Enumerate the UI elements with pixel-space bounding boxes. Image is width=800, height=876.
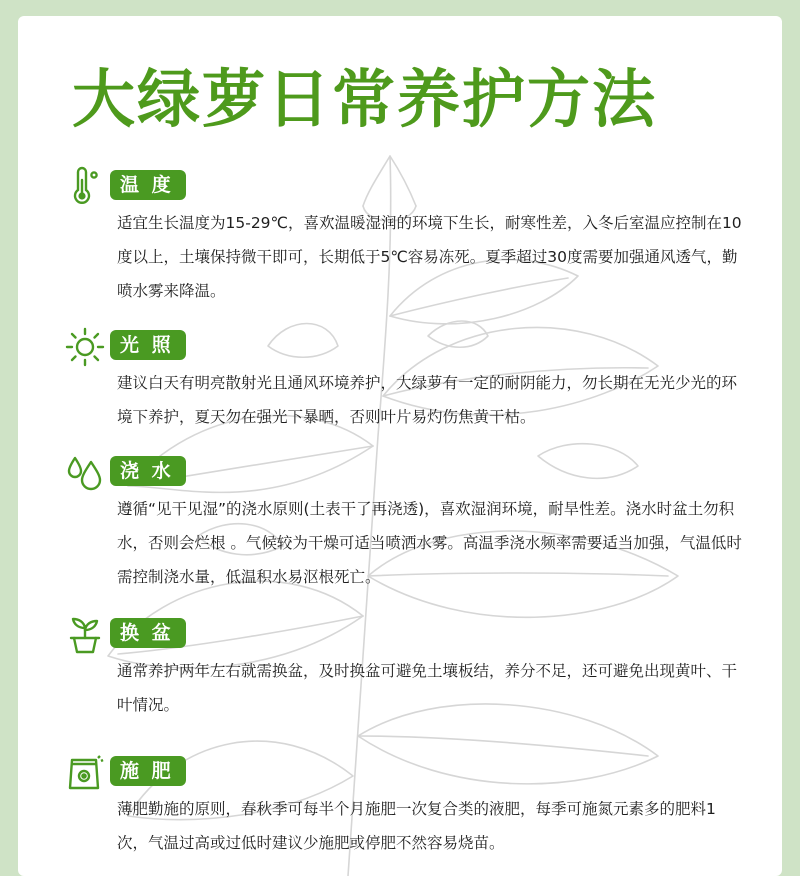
section-tag-light: 光 照 [110,330,186,360]
section-text-watering: 遵循“见干见湿”的浇水原则(土表干了再浇透)，喜欢湿润环境，耐旱性差。浇水时盆土勿积水，否则会烂根 。气候较为干燥可适当喷洒水雾。高温季浇水频率需要适当加强，气温低时需控制浇水量，低温积水易沤根死亡。 [117,500,742,586]
potted-plant-icon [64,614,106,656]
sun-icon [64,326,106,368]
section-tag-watering: 浇 水 [110,456,186,486]
section-text-temperature: 适宜生长温度为15-29℃，喜欢温暖湿润的环境下生长，耐寒性差，入冬后室温应控制在10度以上，土壤保持微干即可，长期低于5℃容易冻死。夏季超过30度需要加强通风透气，勤喷水雾来降温。 [117,214,742,300]
section-tag-fertilizing: 施 肥 [110,756,186,786]
section-text-fertilizing: 薄肥勤施的原则，春秋季可每半个月施肥一次复合类的液肥，每季可施氮元素多的肥料1次，气温过高或过低时建议少施肥或停肥不然容易烧苗。 [117,800,716,852]
page-card [18,16,782,876]
section-tag-repotting: 换 盆 [110,618,186,648]
section-text-light: 建议白天有明亮散射光且通风环境养护，大绿萝有一定的耐阴能力，勿长期在无光少光的环境下养护，夏天勿在强光下暴晒，否则叶片易灼伤焦黄干枯。 [117,374,738,426]
water-drops-icon [64,452,106,494]
section-tag-temperature: 温 度 [110,170,186,200]
page-title: 大绿萝日常养护方法 [72,63,657,136]
plant-sketch-background [18,16,782,876]
fertilizer-bag-icon [64,752,106,794]
section-text-repotting: 通常养护两年左右就需换盆，及时换盆可避免土壤板结，养分不足，还可避免出现黄叶、干叶情况。 [117,662,738,714]
thermometer-icon [64,166,106,208]
